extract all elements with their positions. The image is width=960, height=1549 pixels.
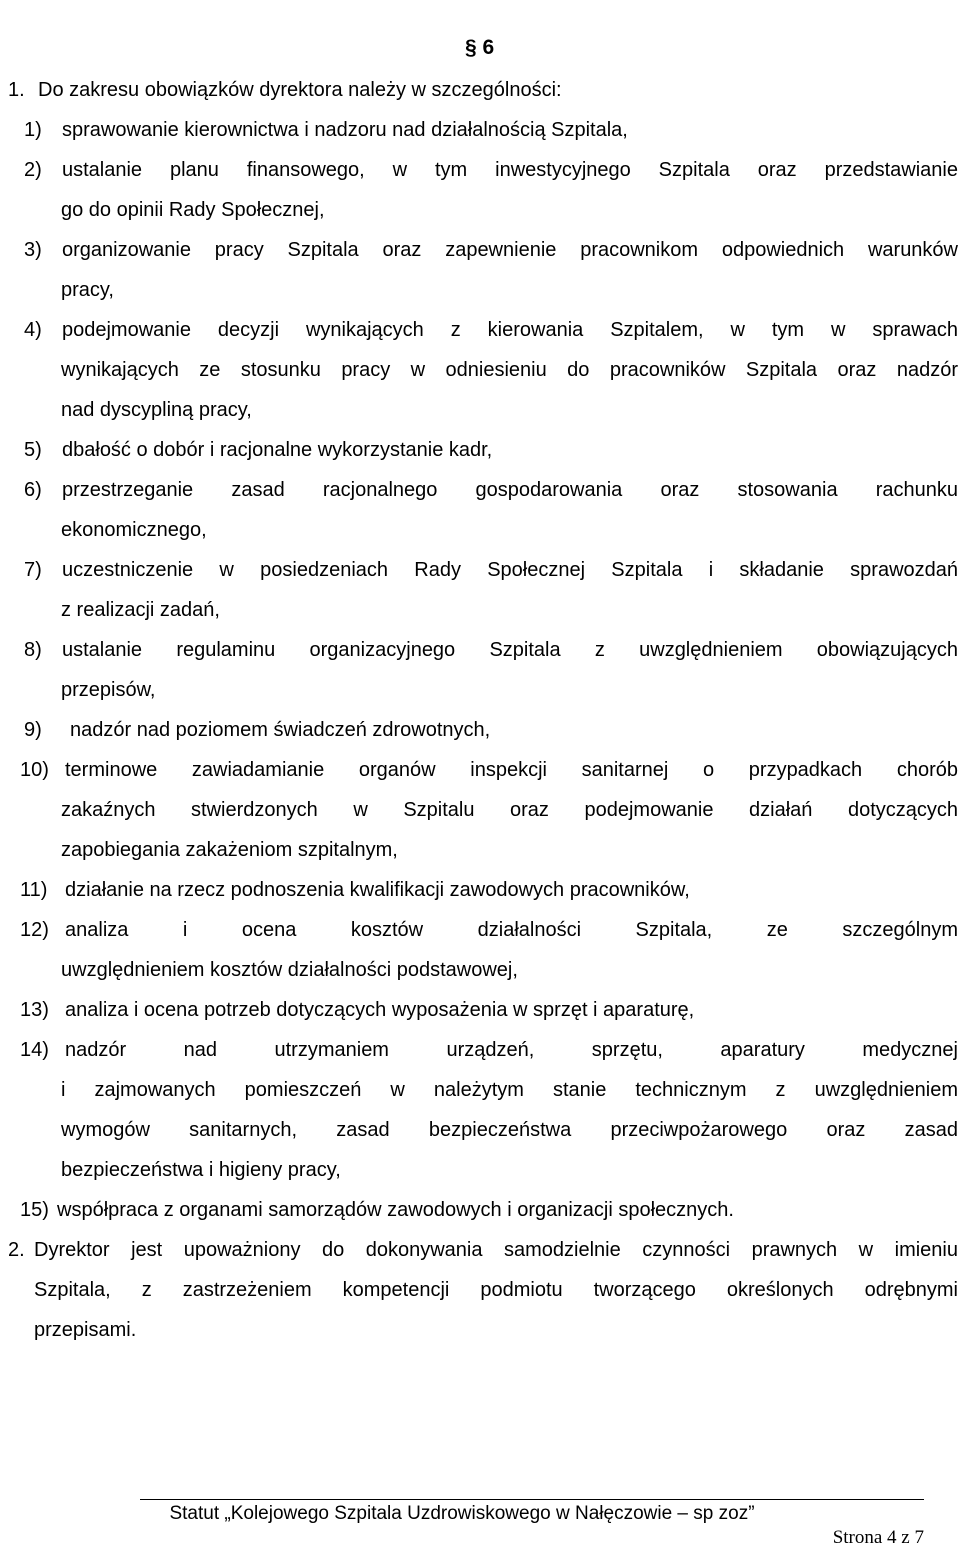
list-item-4-continuation: wynikających ze stosunku pracy w odniesieniu do pracowników Szpitala oraz nadzór [61,359,958,381]
list-number: 2) [24,159,42,181]
list-number: 6) [24,479,42,501]
list-item-text: uczestniczenie w posiedzeniach Rady Społecznej Szpitala i składanie sprawozdań [62,559,958,581]
paragraph-2-continuation: przepisami. [34,1319,137,1341]
footer-title: Statut „Kolejowego Szpitala Uzdrowiskowego w Nałęczowie – sp zoz” [169,1503,755,1524]
list-number: 1. [8,79,25,101]
list-item-8 [24,630,958,670]
list-item-8-continuation: przepisów, [61,679,156,701]
list-item-12 [20,910,958,950]
list-number: 5) [24,439,42,461]
paragraph-2-continuation: Szpitala, z zastrzeżeniem kompetencji podmiotu tworzącego określonych odrębnymi [34,1279,958,1301]
list-number: 9) [24,719,42,741]
list-item-3-continuation: pracy, [61,279,114,301]
list-number: 4) [24,319,42,341]
list-item-14-continuation: bezpieczeństwa i higieny pracy, [61,1159,341,1181]
list-item-text: przestrzeganie zasad racjonalnego gospodarowania oraz stosowania rachunku [62,479,958,501]
list-item-text: nadzór nad utrzymaniem urządzeń, sprzętu, aparatury medycznej [65,1039,958,1061]
list-number: 15) [20,1199,49,1221]
list-item-7 [24,550,958,590]
list-item-5 [24,430,958,470]
list-item-15 [20,1190,958,1230]
list-item-12-continuation: uwzględnieniem kosztów działalności podstawowej, [61,959,518,981]
list-item-text: nadzór nad poziomem świadczeń zdrowotnych, [70,719,491,741]
list-item-7-continuation: z realizacji zadań, [61,599,220,621]
list-item-3 [24,230,958,270]
list-item-2 [24,150,958,190]
list-item-text: sprawowanie kierownictwa i nadzoru nad działalnością Szpitala, [62,119,628,141]
list-item-4 [24,310,958,350]
list-number: 1) [24,119,42,141]
list-item-9 [24,710,958,750]
list-number: 3) [24,239,42,261]
list-item-11 [20,870,958,910]
list-item-10 [20,750,958,790]
list-item-14 [20,1030,958,1070]
list-item-14-continuation: i zajmowanych pomieszczeń w należytym stanie technicznym z uwzględnieniem [61,1079,958,1101]
list-item-2-continuation: go do opinii Rady Społecznej, [61,199,325,221]
list-item-text: współpraca z organami samorządów zawodowych i organizacji społecznych. [57,1199,734,1221]
list-item-text: analiza i ocena kosztów działalności Szpitala, ze szczególnym [65,919,958,941]
paragraph-1-intro [8,70,948,110]
list-item-text: organizowanie pracy Szpitala oraz zapewnienie pracownikom odpowiednich warunków [62,239,958,261]
list-item-1 [24,110,958,150]
list-item-text: podejmowanie decyzji wynikających z kierowania Szpitalem, w tym w sprawach [62,319,958,341]
section-number: § 6 [465,36,495,59]
list-item-4-continuation: nad dyscypliną pracy, [61,399,252,421]
list-item-6-continuation: ekonomicznego, [61,519,207,541]
list-item-text: terminowe zawiadamianie organów inspekcji sanitarnej o przypadkach chorób [65,759,958,781]
footer-divider [140,1499,924,1500]
list-number: 11) [20,879,48,901]
list-item-text: dbałość o dobór i racjonalne wykorzystanie kadr, [62,439,493,461]
list-number: 13) [20,999,49,1021]
list-item-10-continuation: zakaźnych stwierdzonych w Szpitalu oraz podejmowanie działań dotyczących [61,799,958,821]
list-item-10-continuation: zapobiegania zakażeniom szpitalnym, [61,839,398,861]
list-item-13 [20,990,958,1030]
list-item-text: analiza i ocena potrzeb dotyczących wyposażenia w sprzęt i aparaturę, [65,999,695,1021]
list-number: 7) [24,559,42,581]
list-number: 14) [20,1039,49,1061]
list-item-text: ustalanie planu finansowego, w tym inwestycyjnego Szpitala oraz przedstawianie [62,159,958,181]
list-number: 8) [24,639,42,661]
list-item-text: Dyrektor jest upoważniony do dokonywania samodzielnie czynności prawnych w imieniu [34,1239,958,1261]
list-item-text: działanie na rzecz podnoszenia kwalifikacji zawodowych pracowników, [65,879,690,901]
page-number: Strona 4 z 7 [832,1527,924,1548]
list-number: 10) [20,759,49,781]
list-item-text: ustalanie regulaminu organizacyjnego Szpitala z uwzględnieniem obowiązujących [62,639,958,661]
list-item-text: Do zakresu obowiązków dyrektora należy w szczególności: [38,79,562,101]
document-body [0,70,960,1350]
list-item-6 [24,470,958,510]
list-number: 2. [8,1239,25,1261]
list-item-14-continuation: wymogów sanitarnych, zasad bezpieczeństwa przeciwpożarowego oraz zasad [61,1119,958,1141]
list-number: 12) [20,919,49,941]
paragraph-2 [8,1230,958,1270]
